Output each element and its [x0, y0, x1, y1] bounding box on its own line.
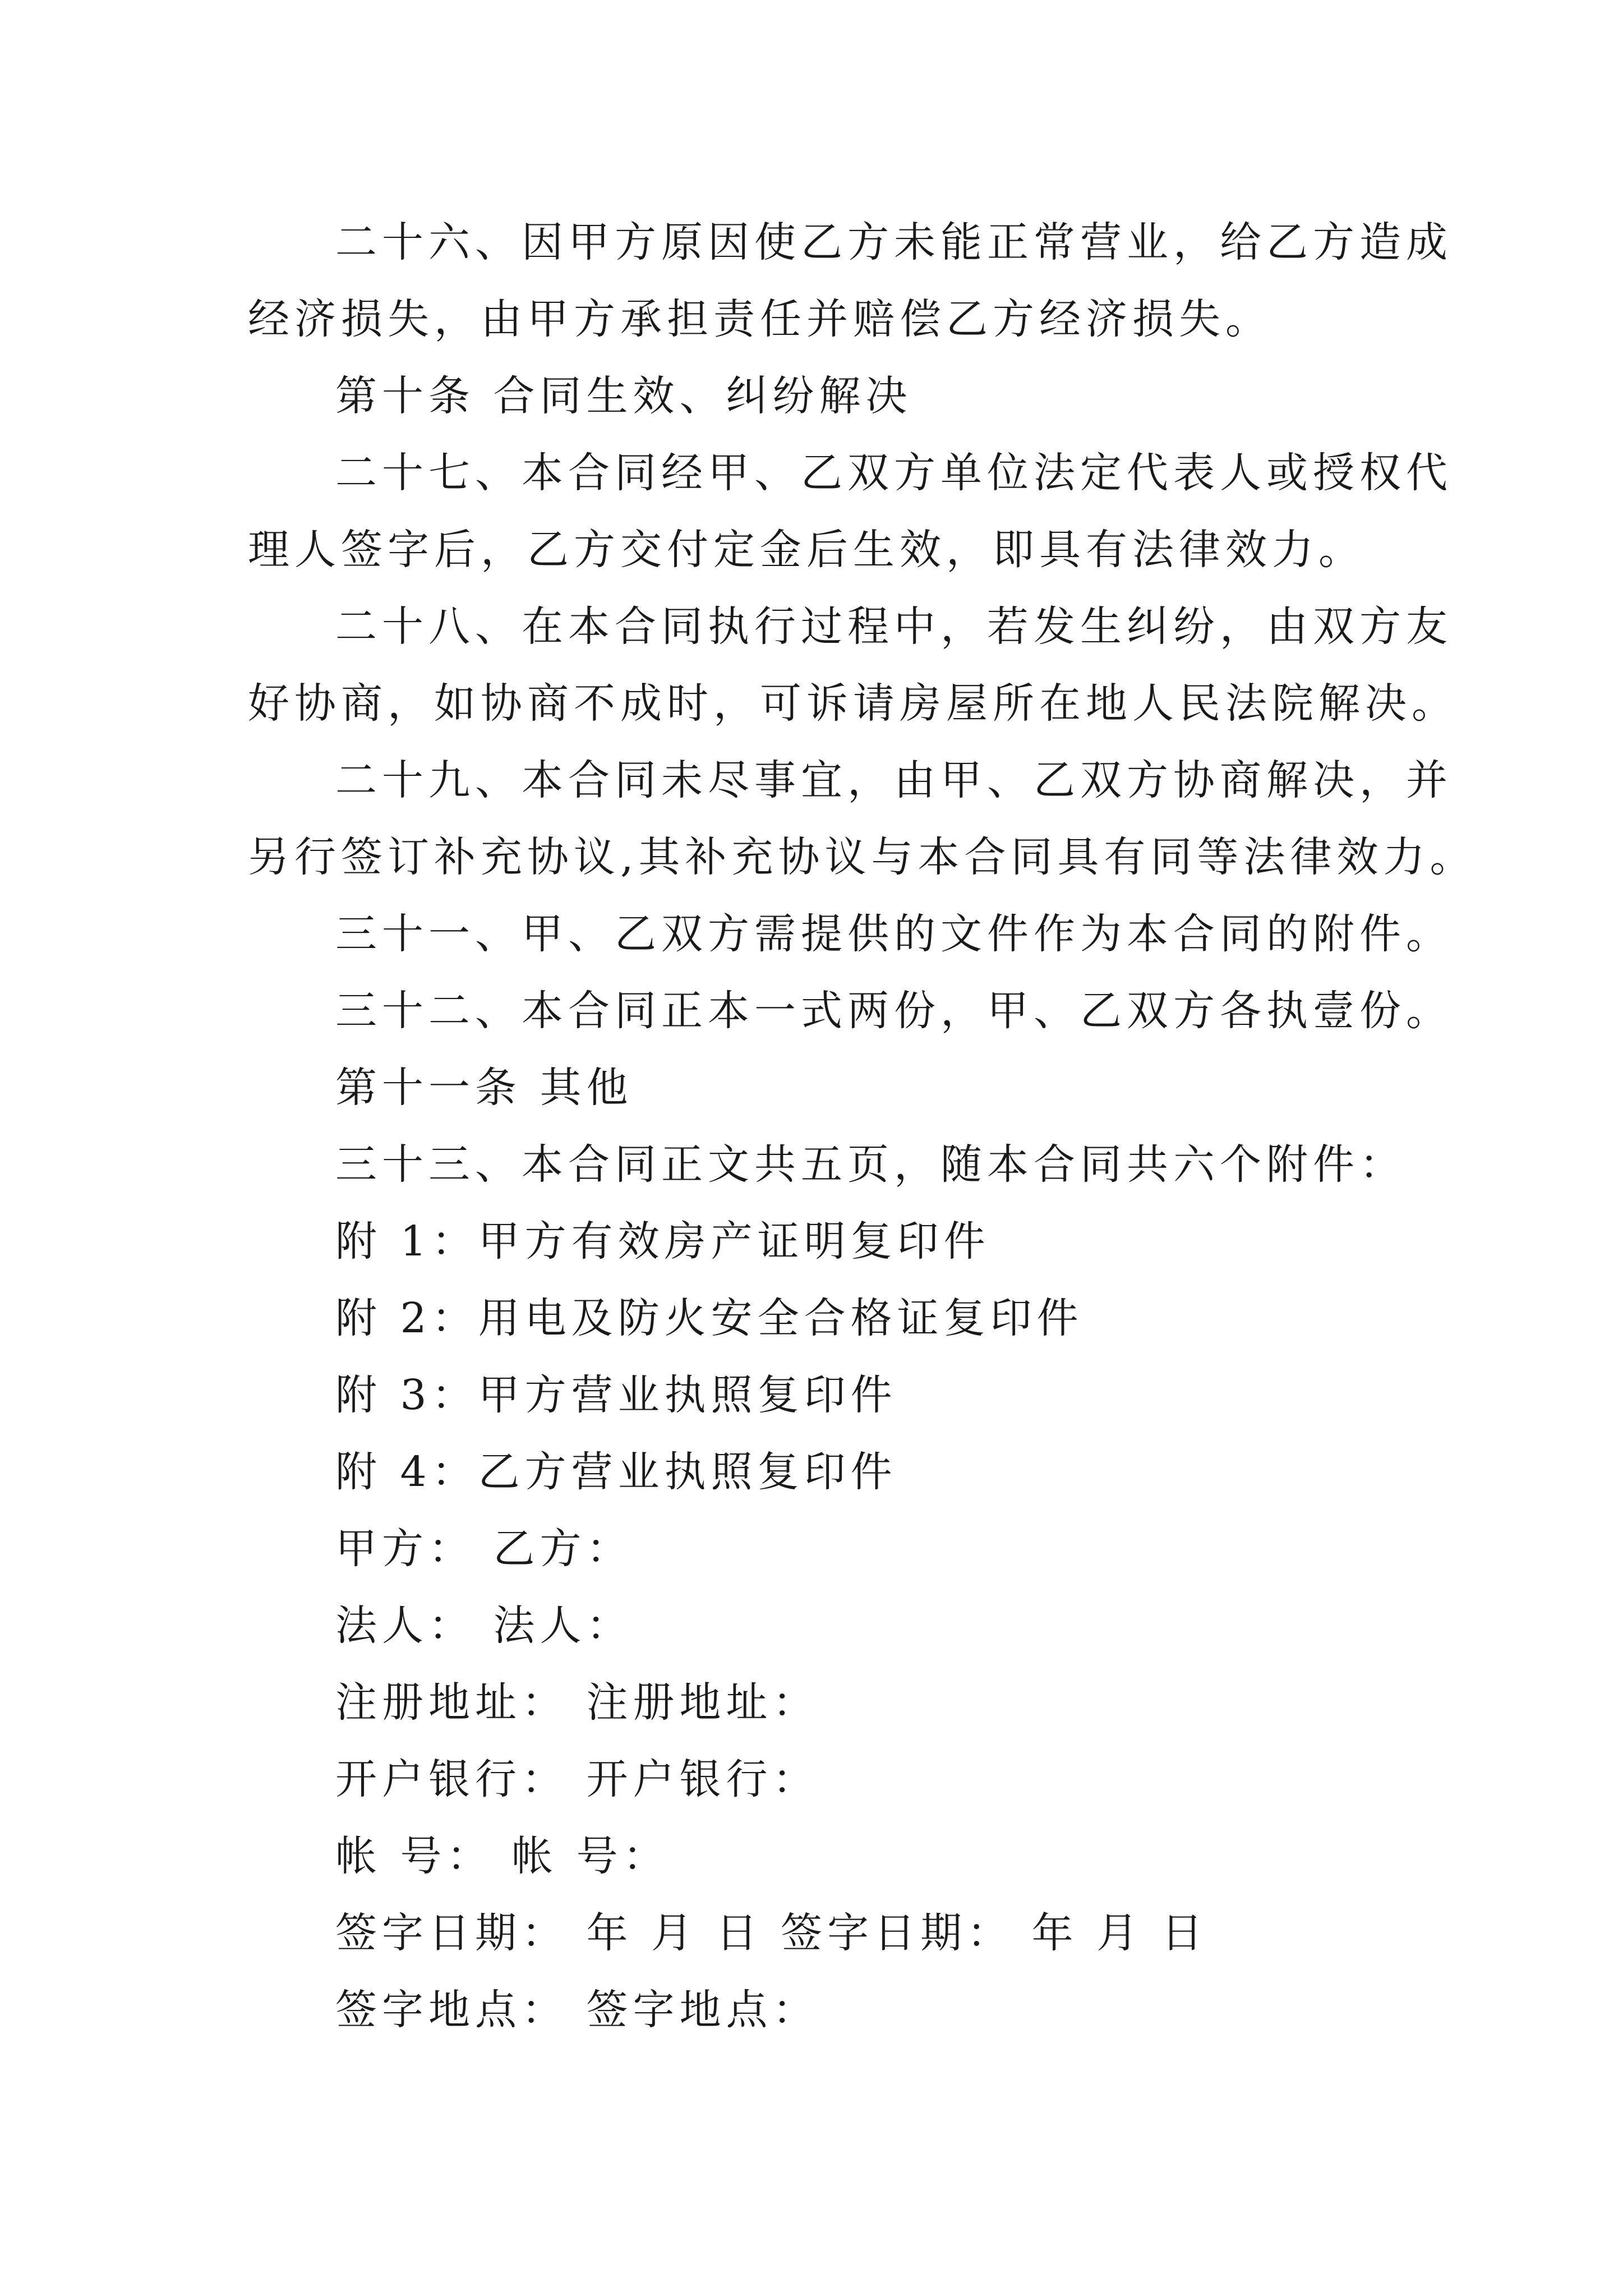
attachment-4: 附 4：乙方营业执照复印件 — [335, 1448, 897, 1496]
legal-representative-line: 法人： 法人： — [335, 1602, 633, 1650]
clause-26-line-2: 经济损失，由甲方承担责任并赔偿乙方经济损失。 — [248, 295, 1272, 343]
clause-28-line-2: 好协商，如协商不成时，可诉请房屋所在地人民法院解决。 — [248, 679, 1458, 728]
bank-line: 开户银行： 开户银行： — [335, 1755, 819, 1803]
attachment-3: 附 3：甲方营业执照复印件 — [335, 1371, 897, 1419]
article-11-heading: 第十一条 其他 — [335, 1064, 633, 1112]
clause-32: 三十二、本合同正本一式两份，甲、乙双方各执壹份。 — [335, 987, 1453, 1035]
account-number-line: 帐 号： 帐 号： — [335, 1832, 670, 1880]
party-names-line: 甲方： 乙方： — [335, 1525, 633, 1573]
clause-27-line-2: 理人签字后，乙方交付定金后生效，即具有法律效力。 — [248, 526, 1365, 574]
attachment-1: 附 1：甲方有效房产证明复印件 — [335, 1217, 990, 1266]
registered-address-line: 注册地址： 注册地址： — [335, 1678, 819, 1727]
attachment-2: 附 2：用电及防火安全合格证复印件 — [335, 1294, 1083, 1342]
clause-29-line-1: 二十九、本合同未尽事宜，由甲、乙双方协商解决，并 — [335, 756, 1453, 804]
signing-date-line: 签字日期： 年 月 日 签字日期： 年 月 日 — [335, 1909, 1208, 1957]
clause-29-line-2: 另行签订补充协议,其补充协议与本合同具有同等法律效力。 — [248, 833, 1477, 881]
clause-27-line-1: 二十七、本合同经甲、乙双方单位法定代表人或授权代 — [335, 449, 1453, 497]
clause-33: 三十三、本合同正文共五页，随本合同共六个附件： — [335, 1140, 1406, 1189]
clause-31: 三十一、甲、乙双方需提供的文件作为本合同的附件。 — [335, 910, 1453, 958]
article-10-heading: 第十条 合同生效、纠纷解决 — [335, 372, 912, 420]
clause-26-line-1: 二十六、因甲方原因使乙方未能正常营业，给乙方造成 — [335, 218, 1453, 266]
clause-28-line-1: 二十八、在本合同执行过程中，若发生纠纷，由双方友 — [335, 602, 1453, 651]
signing-place-line: 签字地点： 签字地点： — [335, 1986, 819, 2034]
